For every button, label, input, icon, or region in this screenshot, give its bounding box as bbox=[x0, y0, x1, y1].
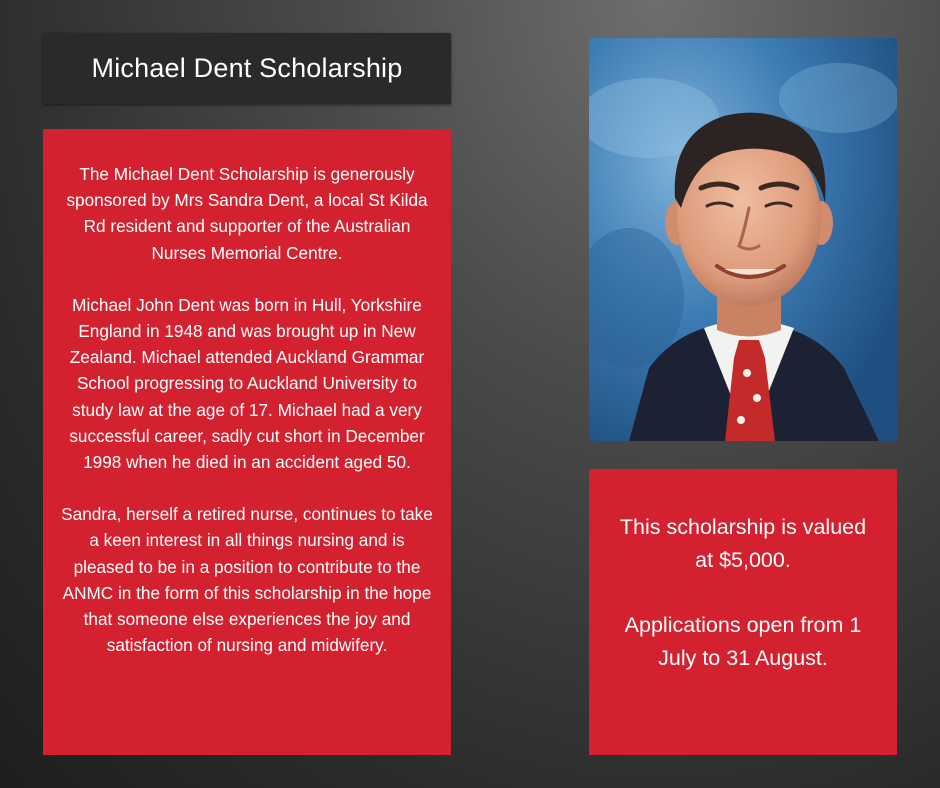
story-paragraph-biography: Michael John Dent was born in Hull, Yorkshire England in 1948 and was brought up in New Zealand. Michael attended Auckland Grammar School progressing to Auckland University to study law at the age of 17. Michael had a very successful career, sadly cut short in December 1998 when he died in an accident aged 50. bbox=[69, 294, 425, 473]
title-banner bbox=[43, 33, 451, 104]
page-title: Michael Dent Scholarship bbox=[91, 53, 403, 83]
scholarship-info-panel bbox=[589, 469, 897, 755]
application-dates-text: Applications open from 1 July to 31 August. bbox=[624, 613, 862, 670]
story-paragraph-sandra: Sandra, herself a retired nurse, continues to take a keen interest in all things nursing and is pleased to be in a position to contribute to the ANMC in the form of this scholarship in the hope that someone else experiences the joy and satisfaction of nursing and midwifery. bbox=[61, 504, 433, 656]
scholarship-value-text: This scholarship is valued at $5,000. bbox=[619, 515, 867, 572]
portrait-photo bbox=[589, 38, 897, 441]
story-panel bbox=[43, 129, 451, 755]
story-paragraph-sponsor: The Michael Dent Scholarship is generously sponsored by Mrs Sandra Dent, a local St Kilda Rd resident and supporter of the Australian Nurses Memorial Centre. bbox=[66, 164, 428, 263]
